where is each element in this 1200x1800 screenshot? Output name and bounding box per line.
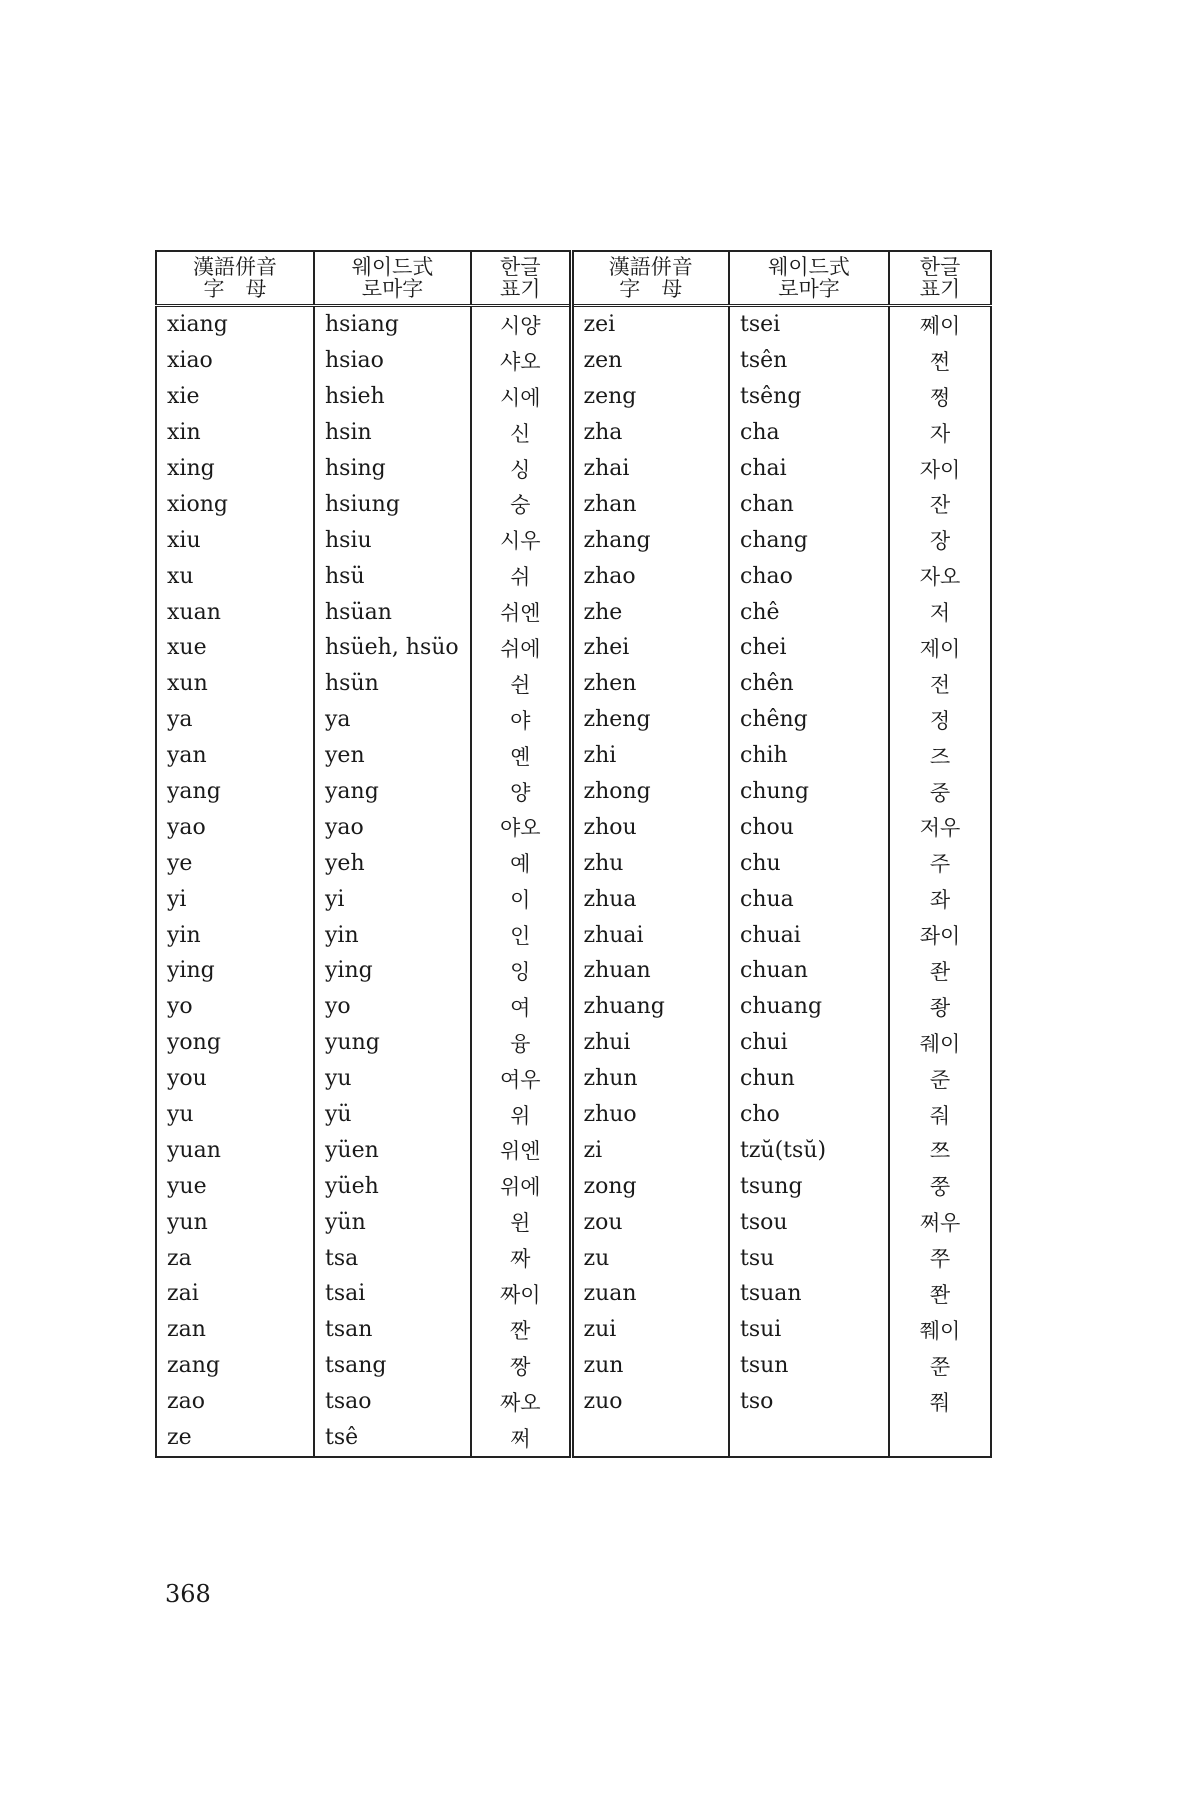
wade-giles-cell: chui bbox=[729, 1025, 889, 1061]
wade-giles-cell: chu bbox=[729, 845, 889, 881]
header-pinyin-left: 漢語併音 字 母 bbox=[156, 251, 314, 306]
wade-giles-cell: chuai bbox=[729, 917, 889, 953]
wade-giles-cell: chao bbox=[729, 558, 889, 594]
pinyin-cell: xu bbox=[156, 558, 314, 594]
table-row bbox=[156, 522, 991, 558]
pinyin-cell: xiao bbox=[156, 343, 314, 379]
hangul-cell: 쉬에 bbox=[471, 630, 571, 666]
wade-giles-cell: tsan bbox=[314, 1312, 471, 1348]
table-row bbox=[156, 774, 991, 810]
pinyin-cell: xing bbox=[156, 451, 314, 487]
pinyin-cell: zao bbox=[156, 1384, 314, 1420]
pinyin-cell: xiang bbox=[156, 306, 314, 343]
hangul-cell: 쮀이 bbox=[889, 1312, 991, 1348]
wade-giles-cell: yo bbox=[314, 989, 471, 1025]
table-row bbox=[156, 738, 991, 774]
hangul-cell: 정 bbox=[889, 702, 991, 738]
hangul-cell: 신 bbox=[471, 415, 571, 451]
pinyin-cell: zhi bbox=[571, 738, 729, 774]
header-hangul-left: 한글 표기 bbox=[471, 251, 571, 306]
wade-giles-cell: chua bbox=[729, 881, 889, 917]
hangul-cell: 융 bbox=[471, 1025, 571, 1061]
wade-giles-cell bbox=[729, 1420, 889, 1457]
wade-giles-cell: yün bbox=[314, 1204, 471, 1240]
pinyin-cell: zhuang bbox=[571, 989, 729, 1025]
hangul-cell: 위에 bbox=[471, 1168, 571, 1204]
hangul-cell: 야오 bbox=[471, 809, 571, 845]
wade-giles-cell: tsai bbox=[314, 1276, 471, 1312]
pinyin-cell: xie bbox=[156, 379, 314, 415]
wade-giles-cell: chêng bbox=[729, 702, 889, 738]
wade-giles-cell: chan bbox=[729, 486, 889, 522]
table-row bbox=[156, 1132, 991, 1168]
hangul-cell: 윈 bbox=[471, 1204, 571, 1240]
wade-giles-cell: yüeh bbox=[314, 1168, 471, 1204]
pinyin-cell: yao bbox=[156, 809, 314, 845]
pinyin-cell: zen bbox=[571, 343, 729, 379]
pinyin-cell: yu bbox=[156, 1097, 314, 1133]
pinyin-cell: zhao bbox=[571, 558, 729, 594]
romanization-table bbox=[155, 250, 992, 1458]
wade-giles-cell: hsiang bbox=[314, 306, 471, 343]
wade-giles-cell: chun bbox=[729, 1061, 889, 1097]
wade-giles-cell: chou bbox=[729, 809, 889, 845]
pinyin-cell: ya bbox=[156, 702, 314, 738]
wade-giles-cell: tsei bbox=[729, 306, 889, 343]
pinyin-cell: zhuai bbox=[571, 917, 729, 953]
pinyin-cell: xue bbox=[156, 630, 314, 666]
wade-giles-cell: hsün bbox=[314, 666, 471, 702]
pinyin-cell: zuo bbox=[571, 1384, 729, 1420]
pinyin-cell: ying bbox=[156, 953, 314, 989]
table-row bbox=[156, 1276, 991, 1312]
pinyin-cell: zui bbox=[571, 1312, 729, 1348]
hangul-cell: 준 bbox=[889, 1061, 991, 1097]
pinyin-cell: you bbox=[156, 1061, 314, 1097]
hangul-cell: 잉 bbox=[471, 953, 571, 989]
wade-giles-cell: hsin bbox=[314, 415, 471, 451]
table-row bbox=[156, 917, 991, 953]
hangul-cell: 위 bbox=[471, 1097, 571, 1133]
wade-giles-cell: tsui bbox=[729, 1312, 889, 1348]
table-row bbox=[156, 845, 991, 881]
pinyin-cell: zuan bbox=[571, 1276, 729, 1312]
pinyin-cell: zou bbox=[571, 1204, 729, 1240]
table-row bbox=[156, 379, 991, 415]
table-row bbox=[156, 630, 991, 666]
hangul-cell: 제이 bbox=[889, 630, 991, 666]
pinyin-cell: zang bbox=[156, 1348, 314, 1384]
table-row bbox=[156, 1061, 991, 1097]
wade-giles-cell: chuang bbox=[729, 989, 889, 1025]
table-row bbox=[156, 1097, 991, 1133]
table-header-row bbox=[156, 251, 991, 306]
hangul-cell: 야 bbox=[471, 702, 571, 738]
pinyin-cell: yan bbox=[156, 738, 314, 774]
pinyin-cell: yun bbox=[156, 1204, 314, 1240]
pinyin-cell: zhong bbox=[571, 774, 729, 810]
pinyin-cell: zeng bbox=[571, 379, 729, 415]
wade-giles-cell: ying bbox=[314, 953, 471, 989]
pinyin-cell: zong bbox=[571, 1168, 729, 1204]
wade-giles-cell: chung bbox=[729, 774, 889, 810]
table-row bbox=[156, 415, 991, 451]
hangul-cell: 쭤 bbox=[889, 1384, 991, 1420]
pinyin-cell: zai bbox=[156, 1276, 314, 1312]
table-row bbox=[156, 594, 991, 630]
wade-giles-cell: hsiu bbox=[314, 522, 471, 558]
wade-giles-cell: hsü bbox=[314, 558, 471, 594]
hangul-cell bbox=[889, 1420, 991, 1457]
hangul-cell: 샤오 bbox=[471, 343, 571, 379]
hangul-cell: 자오 bbox=[889, 558, 991, 594]
pinyin-cell: zhou bbox=[571, 809, 729, 845]
hangul-cell: 짜오 bbox=[471, 1384, 571, 1420]
wade-giles-cell: tsun bbox=[729, 1348, 889, 1384]
pinyin-cell: zi bbox=[571, 1132, 729, 1168]
pinyin-cell: zhe bbox=[571, 594, 729, 630]
pinyin-cell: xiu bbox=[156, 522, 314, 558]
hangul-cell: 위엔 bbox=[471, 1132, 571, 1168]
hangul-cell: 쭈 bbox=[889, 1240, 991, 1276]
hangul-cell: 짜 bbox=[471, 1240, 571, 1276]
table-row bbox=[156, 558, 991, 594]
table-row bbox=[156, 1240, 991, 1276]
wade-giles-cell: chei bbox=[729, 630, 889, 666]
table-row bbox=[156, 451, 991, 487]
table-row bbox=[156, 809, 991, 845]
pinyin-cell: zan bbox=[156, 1312, 314, 1348]
table-row bbox=[156, 1312, 991, 1348]
pinyin-cell: zhan bbox=[571, 486, 729, 522]
hangul-cell: 쫜 bbox=[889, 1276, 991, 1312]
hangul-cell: 쩌우 bbox=[889, 1204, 991, 1240]
pinyin-cell: zu bbox=[571, 1240, 729, 1276]
hangul-cell: 쩐 bbox=[889, 343, 991, 379]
hangul-cell: 줴이 bbox=[889, 1025, 991, 1061]
hangul-cell: 짜이 bbox=[471, 1276, 571, 1312]
table-row bbox=[156, 1348, 991, 1384]
table-row bbox=[156, 1204, 991, 1240]
wade-giles-cell: chên bbox=[729, 666, 889, 702]
pinyin-cell: za bbox=[156, 1240, 314, 1276]
pinyin-cell: zhuan bbox=[571, 953, 729, 989]
pinyin-cell: zei bbox=[571, 306, 729, 343]
hangul-cell: 쩌 bbox=[471, 1420, 571, 1457]
pinyin-cell: zheng bbox=[571, 702, 729, 738]
pinyin-cell bbox=[571, 1420, 729, 1457]
hangul-cell: 짱 bbox=[471, 1348, 571, 1384]
wade-giles-cell: hsüan bbox=[314, 594, 471, 630]
hangul-cell: 여우 bbox=[471, 1061, 571, 1097]
hangul-cell: 싱 bbox=[471, 451, 571, 487]
pinyin-cell: zhang bbox=[571, 522, 729, 558]
hangul-cell: 여 bbox=[471, 989, 571, 1025]
pinyin-cell: zha bbox=[571, 415, 729, 451]
pinyin-cell: zhen bbox=[571, 666, 729, 702]
pinyin-cell: xiong bbox=[156, 486, 314, 522]
wade-giles-cell: yi bbox=[314, 881, 471, 917]
wade-giles-cell: cha bbox=[729, 415, 889, 451]
pinyin-cell: yi bbox=[156, 881, 314, 917]
hangul-cell: 중 bbox=[889, 774, 991, 810]
pinyin-cell: ze bbox=[156, 1420, 314, 1457]
wade-giles-cell: yung bbox=[314, 1025, 471, 1061]
wade-giles-cell: yin bbox=[314, 917, 471, 953]
table-row bbox=[156, 1168, 991, 1204]
wade-giles-cell: tsao bbox=[314, 1384, 471, 1420]
wade-giles-cell: hsiao bbox=[314, 343, 471, 379]
wade-giles-cell: chih bbox=[729, 738, 889, 774]
wade-giles-cell: hsing bbox=[314, 451, 471, 487]
wade-giles-cell: tsê bbox=[314, 1420, 471, 1457]
hangul-cell: 숭 bbox=[471, 486, 571, 522]
pinyin-cell: zhu bbox=[571, 845, 729, 881]
hangul-cell: 쉰 bbox=[471, 666, 571, 702]
pinyin-cell: xun bbox=[156, 666, 314, 702]
table-row bbox=[156, 953, 991, 989]
table-row bbox=[156, 1420, 991, 1457]
wade-giles-cell: hsiung bbox=[314, 486, 471, 522]
wade-giles-cell: yang bbox=[314, 774, 471, 810]
hangul-cell: 즈 bbox=[889, 738, 991, 774]
table-row bbox=[156, 881, 991, 917]
pinyin-cell: zhua bbox=[571, 881, 729, 917]
hangul-cell: 쯔 bbox=[889, 1132, 991, 1168]
table-row bbox=[156, 486, 991, 522]
hangul-cell: 자 bbox=[889, 415, 991, 451]
pinyin-cell: zun bbox=[571, 1348, 729, 1384]
wade-giles-cell: yüen bbox=[314, 1132, 471, 1168]
pinyin-cell: ye bbox=[156, 845, 314, 881]
hangul-cell: 쉬 bbox=[471, 558, 571, 594]
table-row bbox=[156, 343, 991, 379]
hangul-cell: 이 bbox=[471, 881, 571, 917]
hangul-cell: 시양 bbox=[471, 306, 571, 343]
table-row bbox=[156, 1384, 991, 1420]
hangul-cell: 저우 bbox=[889, 809, 991, 845]
wade-giles-cell: hsüeh, hsüo bbox=[314, 630, 471, 666]
pinyin-cell: yue bbox=[156, 1168, 314, 1204]
hangul-cell: 저 bbox=[889, 594, 991, 630]
pinyin-cell: yin bbox=[156, 917, 314, 953]
hangul-cell: 쉬엔 bbox=[471, 594, 571, 630]
header-wade-giles-right: 웨이드式 로마字 bbox=[729, 251, 889, 306]
wade-giles-cell: yü bbox=[314, 1097, 471, 1133]
header-hangul-right: 한글 표기 bbox=[889, 251, 991, 306]
wade-giles-cell: cho bbox=[729, 1097, 889, 1133]
hangul-cell: 좐 bbox=[889, 953, 991, 989]
hangul-cell: 전 bbox=[889, 666, 991, 702]
wade-giles-cell: yu bbox=[314, 1061, 471, 1097]
pinyin-cell: xin bbox=[156, 415, 314, 451]
wade-giles-cell: chai bbox=[729, 451, 889, 487]
table-row bbox=[156, 1025, 991, 1061]
wade-giles-cell: tsuan bbox=[729, 1276, 889, 1312]
hangul-cell: 주 bbox=[889, 845, 991, 881]
hangul-cell: 양 bbox=[471, 774, 571, 810]
wade-giles-cell: tso bbox=[729, 1384, 889, 1420]
header-pinyin-right: 漢語併音 字 母 bbox=[571, 251, 729, 306]
pinyin-cell: zhui bbox=[571, 1025, 729, 1061]
wade-giles-cell: tsên bbox=[729, 343, 889, 379]
wade-giles-cell: tzŭ(tsŭ) bbox=[729, 1132, 889, 1168]
wade-giles-cell: tsu bbox=[729, 1240, 889, 1276]
wade-giles-cell: tsung bbox=[729, 1168, 889, 1204]
pinyin-cell: yang bbox=[156, 774, 314, 810]
pinyin-cell: zhei bbox=[571, 630, 729, 666]
table-body bbox=[156, 306, 991, 1457]
table-row bbox=[156, 702, 991, 738]
wade-giles-cell: chê bbox=[729, 594, 889, 630]
hangul-cell: 쭌 bbox=[889, 1348, 991, 1384]
wade-giles-cell: yen bbox=[314, 738, 471, 774]
pinyin-cell: zhuo bbox=[571, 1097, 729, 1133]
wade-giles-cell: tsêng bbox=[729, 379, 889, 415]
wade-giles-cell: tsou bbox=[729, 1204, 889, 1240]
wade-giles-cell: yeh bbox=[314, 845, 471, 881]
hangul-cell: 좌이 bbox=[889, 917, 991, 953]
hangul-cell: 잔 bbox=[889, 486, 991, 522]
hangul-cell: 장 bbox=[889, 522, 991, 558]
hangul-cell: 옌 bbox=[471, 738, 571, 774]
hangul-cell: 쩨이 bbox=[889, 306, 991, 343]
hangul-cell: 좌 bbox=[889, 881, 991, 917]
table-row bbox=[156, 666, 991, 702]
pinyin-cell: xuan bbox=[156, 594, 314, 630]
hangul-cell: 짠 bbox=[471, 1312, 571, 1348]
hangul-cell: 예 bbox=[471, 845, 571, 881]
hangul-cell: 자이 bbox=[889, 451, 991, 487]
wade-giles-cell: yao bbox=[314, 809, 471, 845]
wade-giles-cell: ya bbox=[314, 702, 471, 738]
hangul-cell: 쩡 bbox=[889, 379, 991, 415]
page-number: 368 bbox=[165, 1580, 211, 1608]
table-row bbox=[156, 306, 991, 343]
hangul-cell: 시우 bbox=[471, 522, 571, 558]
hangul-cell: 시에 bbox=[471, 379, 571, 415]
hangul-cell: 쭝 bbox=[889, 1168, 991, 1204]
header-wade-giles-left: 웨이드式 로마字 bbox=[314, 251, 471, 306]
wade-giles-cell: chang bbox=[729, 522, 889, 558]
hangul-cell: 인 bbox=[471, 917, 571, 953]
hangul-cell: 좡 bbox=[889, 989, 991, 1025]
pinyin-cell: zhai bbox=[571, 451, 729, 487]
pinyin-cell: zhun bbox=[571, 1061, 729, 1097]
pinyin-cell: yo bbox=[156, 989, 314, 1025]
wade-giles-cell: chuan bbox=[729, 953, 889, 989]
table-row bbox=[156, 989, 991, 1025]
pinyin-cell: yong bbox=[156, 1025, 314, 1061]
wade-giles-cell: tsa bbox=[314, 1240, 471, 1276]
wade-giles-cell: hsieh bbox=[314, 379, 471, 415]
pinyin-cell: yuan bbox=[156, 1132, 314, 1168]
wade-giles-cell: tsang bbox=[314, 1348, 471, 1384]
hangul-cell: 줘 bbox=[889, 1097, 991, 1133]
